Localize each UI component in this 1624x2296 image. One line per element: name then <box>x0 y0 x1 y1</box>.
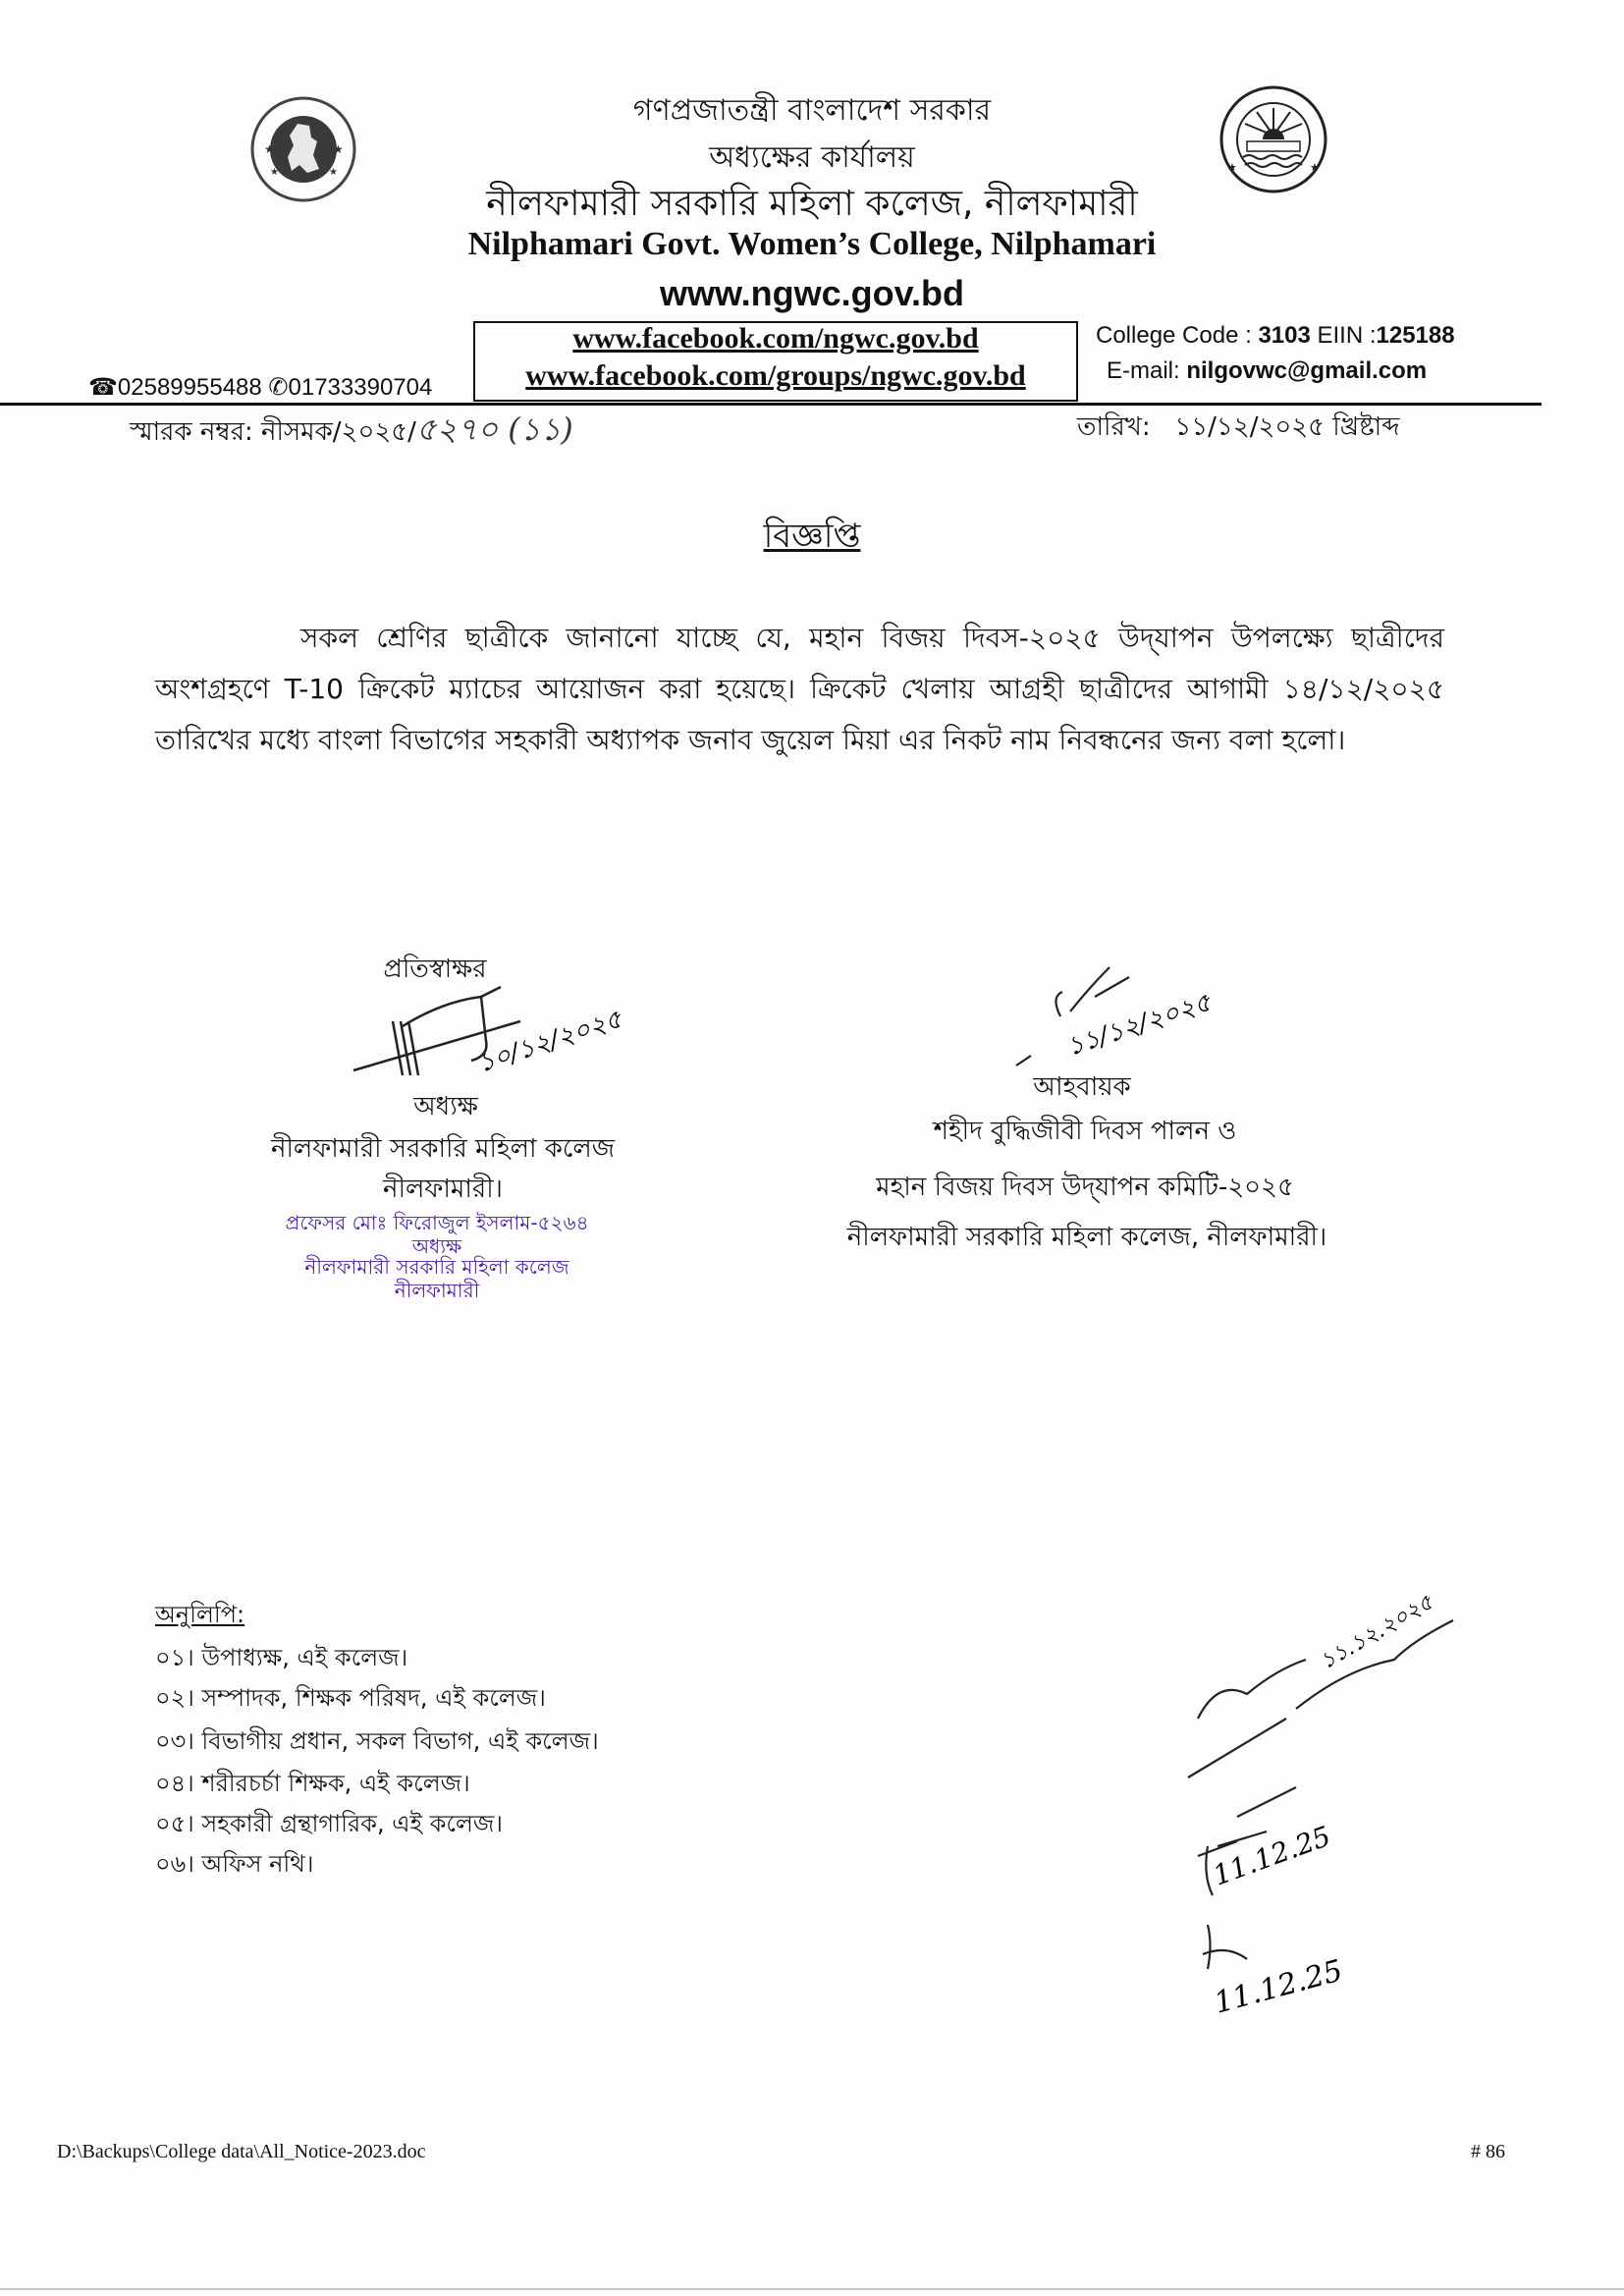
committee-line-3: নীলফামারী সরকারি মহিলা কলেজ, নীলফামারী। <box>846 1223 1327 1252</box>
convener-signature <box>1001 957 1257 1075</box>
convener-signature-date: ১১/১২/২০২৫ <box>1062 987 1216 1063</box>
college-name-english: Nilphamari Govt. Women’s College, Nilphamari <box>467 226 1157 262</box>
college-code-label: College Code : <box>1096 322 1259 349</box>
principal-signature <box>334 982 648 1080</box>
initial-2-date: 11.12.25 <box>1211 1953 1347 2021</box>
page-bottom-edge <box>0 2288 1624 2290</box>
svg-text:★: ★ <box>1310 161 1320 174</box>
stamp-title: অধ্যক্ষ <box>411 1234 462 1258</box>
note-date: ১১.১২.২০২৫ <box>1316 1590 1438 1675</box>
svg-text:★: ★ <box>333 142 344 156</box>
handwritten-note <box>1178 1590 1483 2033</box>
copy-item: ০৪। শরীরচর্চা শিক্ষক, এই কলেজ। <box>155 1770 470 1797</box>
mobile-icon: ✆ <box>268 374 289 401</box>
telephone-icon: ☎ <box>88 374 118 401</box>
left-title: অধ্যক্ষ <box>413 1092 478 1121</box>
copy-item: ০৬। অফিস নথি। <box>155 1850 314 1878</box>
countersign-label: প্রতিস্বাক্ষর <box>383 955 487 984</box>
memo-number <box>130 405 573 458</box>
college-code-line <box>1096 322 1455 350</box>
svg-text:★: ★ <box>270 167 279 178</box>
email-line <box>1107 357 1427 385</box>
college-seal-logo <box>1218 84 1329 194</box>
copy-item: ০১। উপাধ্যক্ষ, এই কলেজ। <box>155 1644 408 1671</box>
page-number: # 86 <box>1471 2141 1505 2162</box>
college-code-value: 3103 <box>1258 322 1311 349</box>
copies-heading: অনুলিপি: <box>155 1601 245 1628</box>
copy-item: ০৩। বিভাগীয় প্রধান, সকল বিভাগ, এই কলেজ। <box>155 1727 599 1755</box>
date-label: তারিখ: <box>1077 412 1151 442</box>
date-value: ১১/১২/২০২৫ খ্রিষ্টাব্দ <box>1174 412 1400 442</box>
office-title: অধ্যক্ষের কার্যালয় <box>709 140 915 175</box>
bangladesh-government-seal-logo <box>248 92 358 206</box>
email-label: E-mail: <box>1107 357 1187 384</box>
memo-label: স্মারক নম্বর: নীসমক/২০২৫/ <box>130 417 416 447</box>
file-path: D:\Backups\College data\All_Notice-2023.doc <box>57 2141 426 2162</box>
date-line <box>1077 407 1399 450</box>
svg-text:★: ★ <box>264 142 275 156</box>
svg-text:★: ★ <box>329 167 338 178</box>
college-name-bengali: নীলফামারী সরকারি মহিলা কলেজ, নীলফামারী <box>486 184 1138 224</box>
phone-number: 02589955488 <box>117 374 262 401</box>
initial-1-date: 11.12.25 <box>1209 1819 1335 1892</box>
left-org: নীলফামারী সরকারি মহিলা কলেজ <box>270 1134 616 1164</box>
committee-line-1: শহীদ বুদ্ধিজীবী দিবস পালন ও <box>933 1117 1237 1146</box>
eiin-value: 125188 <box>1376 322 1455 349</box>
memo-handwritten-number: ৫২৭০ (১১) <box>415 410 573 448</box>
svg-text:★: ★ <box>1227 161 1237 174</box>
right-title: আহবায়ক <box>1033 1072 1131 1102</box>
committee-line-2: মহান বিজয় দিবস উদ্‌যাপন কমিটি-২০২৫ <box>876 1173 1294 1202</box>
notice-title: বিজ্ঞপ্তি <box>763 517 861 556</box>
notice-body: সকল শ্রেণির ছাত্রীকে জানানো যাচ্ছে যে, মহান বিজয় দিবস-২০২৫ উদ্‌যাপন উপলক্ষ্যে ছাত্রীদের অংশগ্রহণে T-10 ক্রিকেট ম্যাচের আয়োজন করা হয়েছে। ক্রিকেট খেলায় আগ্রহী ছাত্রীদের আগামী ১৪/১২/২০২৫ তারিখের মধ্যে বাংলা বিভাগের সহকারী অধ্যাপক জনাব জুয়েল মিয়া এর নিকট নাম নিবন্ধনের জন্য বলা হলো। <box>155 622 1444 756</box>
mobile-number: 01733390704 <box>288 374 433 401</box>
stamp-place: নীলফামারী <box>394 1279 480 1302</box>
copy-item: ০২। সম্পাদক, শিক্ষক পরিষদ, এই কলেজ। <box>155 1684 546 1712</box>
facebook-group-link[interactable]: www.facebook.com/groups/ngwc.gov.bd <box>525 359 1026 392</box>
email-value[interactable]: nilgovwc@gmail.com <box>1186 357 1428 384</box>
stamp-org: নীলফামারী সরকারি মহিলা কলেজ <box>304 1255 569 1279</box>
stamp-name: প্রফেসর মোঃ ফিরোজুল ইসলাম-৫২৬৪ <box>285 1211 589 1234</box>
government-title: গণপ্রজাতন্ত্রী বাংলাদেশ সরকার <box>632 93 992 128</box>
copy-item: ০৫। সহকারী গ্রন্থাগারিক, এই কলেজ। <box>155 1810 503 1837</box>
eiin-label: EIIN : <box>1310 322 1377 349</box>
website-link[interactable]: www.ngwc.gov.bd <box>660 273 964 313</box>
phone-line <box>88 373 432 402</box>
left-place: নীলফামারী। <box>383 1175 503 1204</box>
principal-signature-date: ১০/১২/২০২৫ <box>473 1004 626 1079</box>
facebook-page-link[interactable]: www.facebook.com/ngwc.gov.bd <box>572 322 979 355</box>
